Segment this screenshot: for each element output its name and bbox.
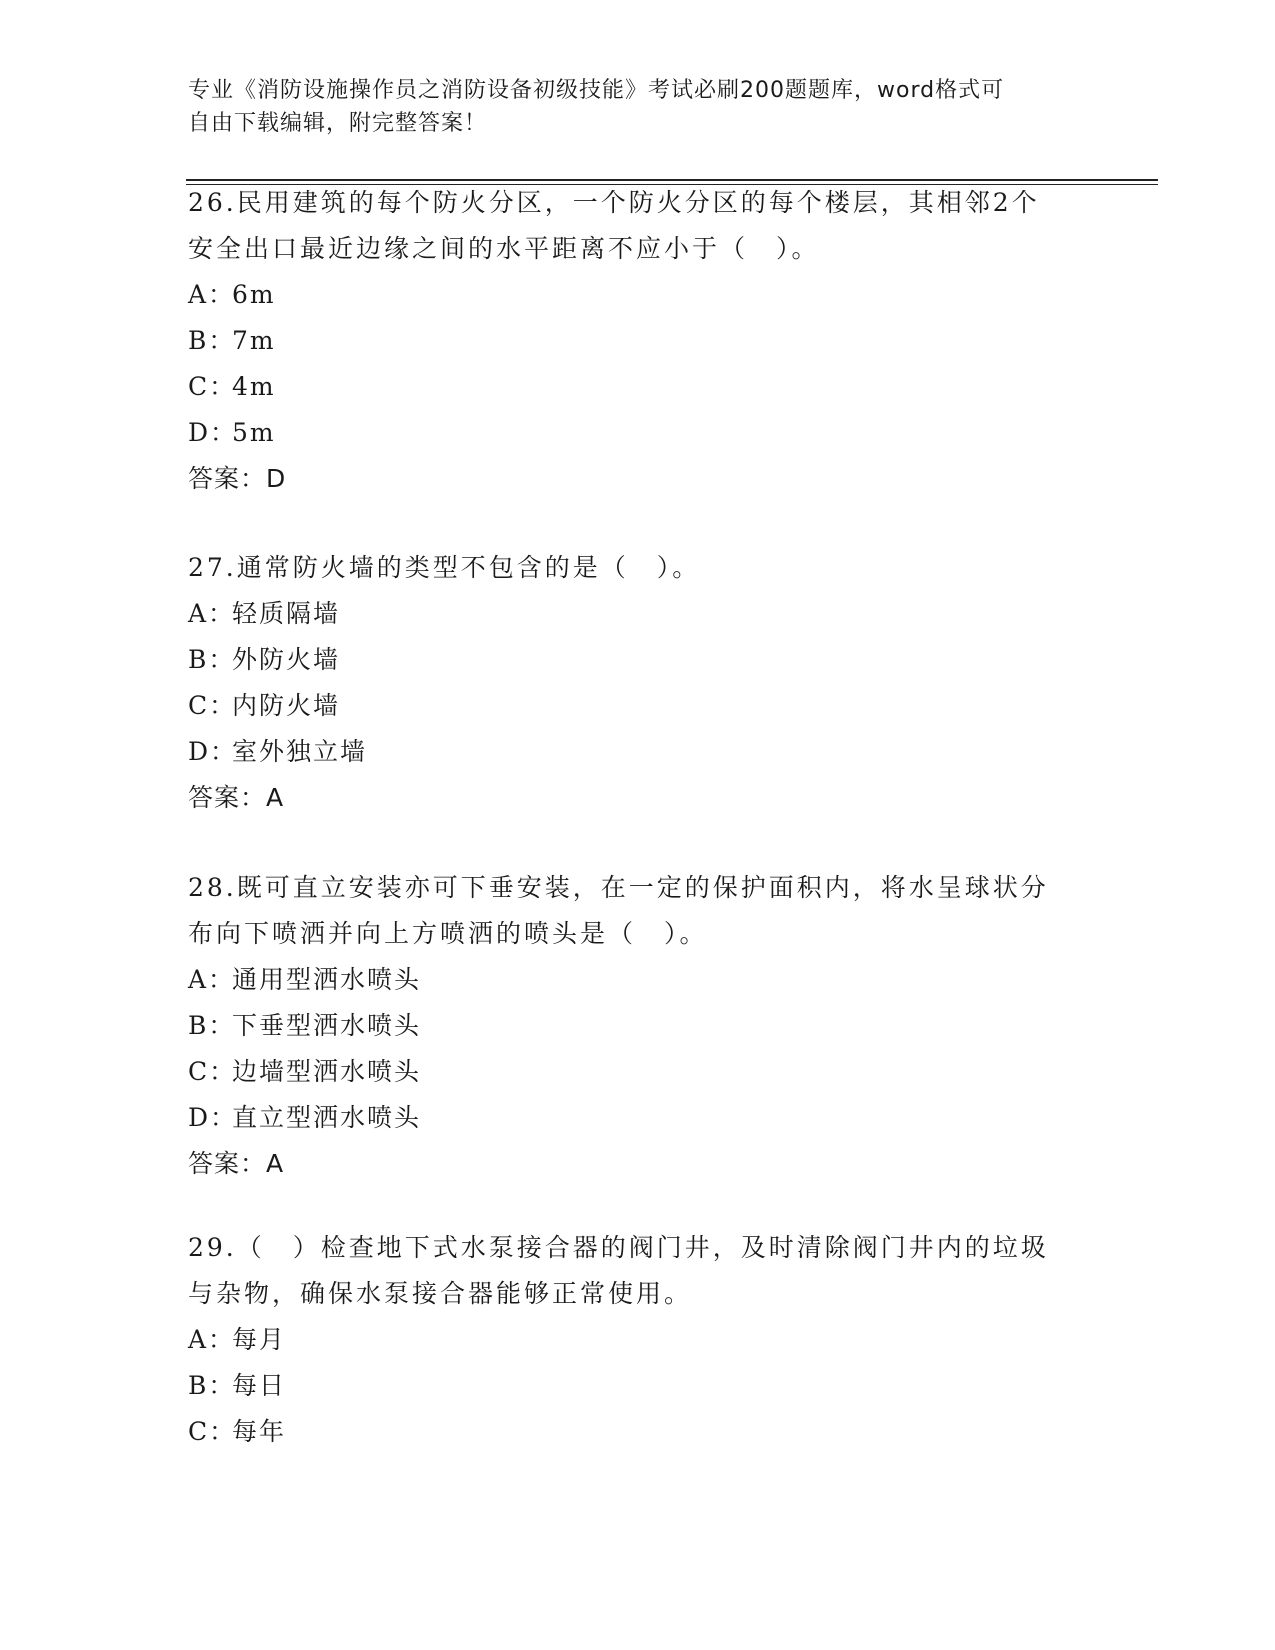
option-key: C： [188,372,237,401]
option-key: A： [188,1325,236,1354]
option-d [188,410,1088,456]
option-text: 每月 [232,1325,287,1354]
option-text: 室外独立墙 [232,737,368,766]
option-text: 外防火墙 [232,645,341,674]
question-26 [188,180,1088,502]
option-key: B： [188,326,236,355]
option-text: 轻质隔墙 [232,599,341,628]
option-c [188,1049,1088,1095]
option-a [188,1317,1088,1363]
option-b [188,1003,1088,1049]
option-key: B： [188,1011,236,1040]
question-stem-line-2: 与杂物，确保水泵接合器能够正常使用。 [188,1279,693,1308]
question-stem-line-2: 安全出口最近边缘之间的水平距离不应小于（ ）。 [188,234,820,263]
option-text: 每年 [232,1417,287,1446]
option-key: A： [188,280,236,309]
option-text: 下垂型洒水喷头 [232,1011,422,1040]
option-text: 直立型洒水喷头 [232,1103,422,1132]
option-b [188,1363,1088,1409]
question-stem-line-2: 布向下喷洒并向上方喷洒的喷头是（ ）。 [188,919,708,948]
option-d [188,729,1088,775]
option-key: A： [188,599,236,628]
option-c [188,683,1088,729]
option-c [188,1409,1088,1455]
question-stem-line-1: 29.（ ）检查地下式水泵接合器的阀门井，及时清除阀门井内的垃圾 [188,1233,1049,1262]
option-text: 7m [232,326,276,355]
option-key: D： [188,737,238,766]
option-key: C： [188,1417,237,1446]
option-text: 5m [232,418,276,447]
option-text: 每日 [232,1371,287,1400]
option-d [188,1095,1088,1141]
question-29 [188,1225,1088,1455]
option-key: C： [188,1057,237,1086]
question-stem-line-1: 27.通常防火墙的类型不包含的是（ ）。 [188,553,701,582]
option-text: 4m [232,372,276,401]
answer-line: 答案：A [188,1149,285,1178]
option-text: 通用型洒水喷头 [232,965,422,994]
option-key: C： [188,691,237,720]
question-stem-line-1: 28.既可直立安装亦可下垂安装，在一定的保护面积内，将水呈球状分 [188,873,1049,902]
option-text: 边墙型洒水喷头 [232,1057,422,1086]
option-b [188,637,1088,683]
option-c [188,364,1088,410]
option-key: D： [188,1103,238,1132]
answer-line: 答案：D [188,464,287,493]
option-b [188,318,1088,364]
document-header [188,74,1068,140]
answer-line: 答案：A [188,783,285,812]
option-a [188,591,1088,637]
question-27 [188,545,1088,821]
option-text: 6m [232,280,276,309]
header-line-1: 专业《消防设施操作员之消防设备初级技能》考试必刷200题题库，word格式可 [188,78,1005,103]
option-a [188,957,1088,1003]
option-key: B： [188,645,236,674]
question-28 [188,865,1088,1187]
option-key: A： [188,965,236,994]
option-key: D： [188,418,238,447]
option-a [188,272,1088,318]
question-stem-line-1: 26.民用建筑的每个防火分区，一个防火分区的每个楼层，其相邻2个 [188,188,1040,217]
option-text: 内防火墙 [232,691,341,720]
option-key: B： [188,1371,236,1400]
header-line-2: 自由下载编辑，附完整答案！ [188,111,488,136]
